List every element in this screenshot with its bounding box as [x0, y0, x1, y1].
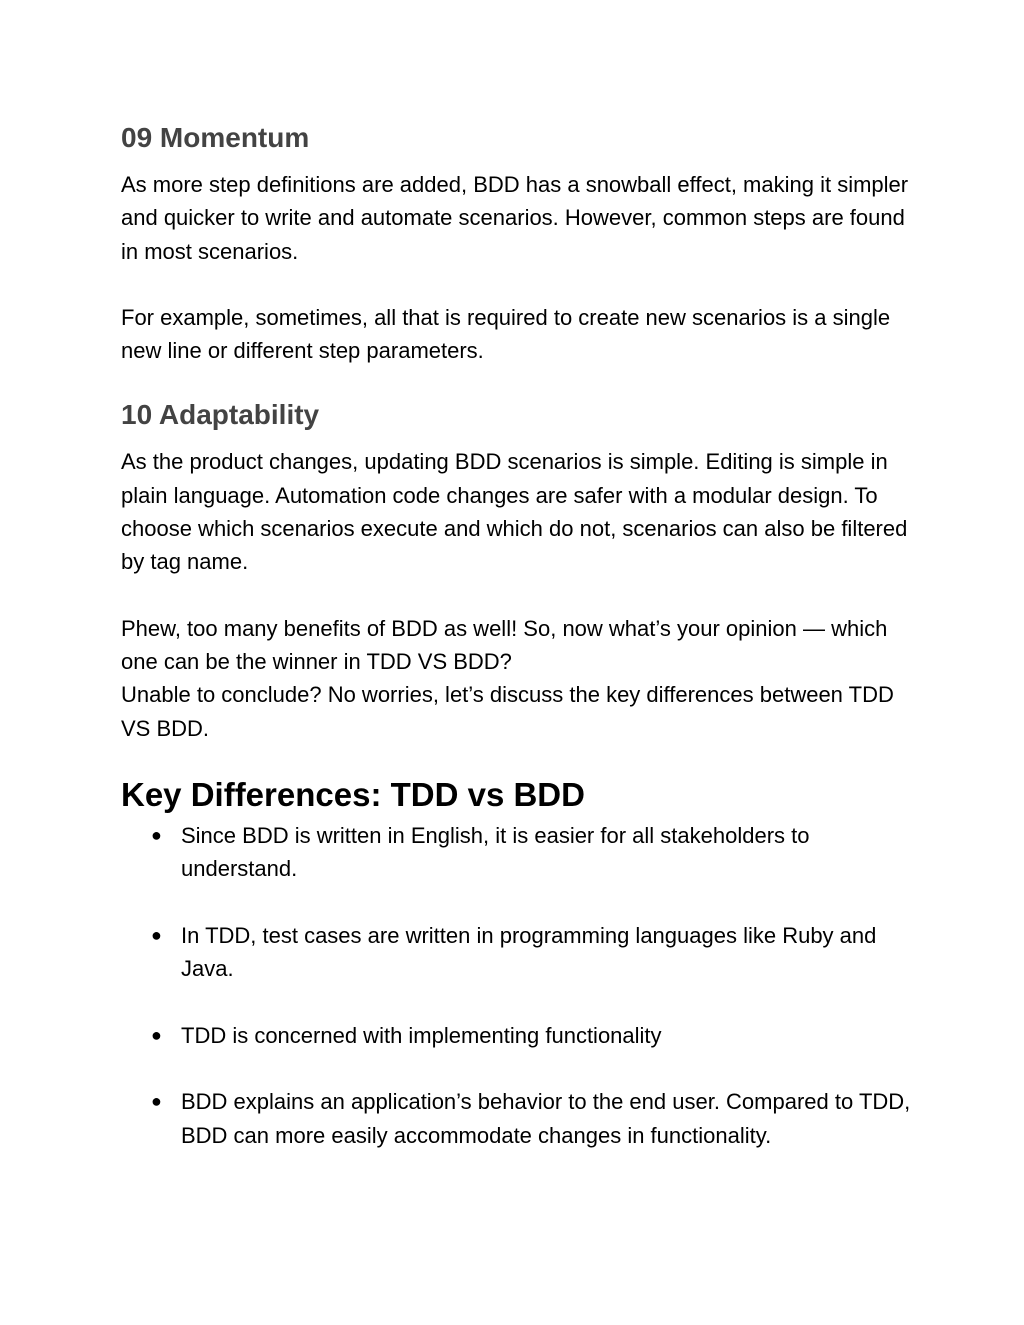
momentum-heading: 09 Momentum	[121, 122, 310, 153]
document-page	[121, 120, 921, 1152]
spacer	[121, 579, 921, 612]
key-differences-list	[121, 819, 921, 1152]
key-differences-title: Key Differences: TDD vs BDD	[121, 775, 585, 813]
adaptability-heading: 10 Adaptability	[121, 399, 320, 431]
bullet-icon: ●	[151, 824, 162, 845]
bullet-icon: ●	[151, 1024, 162, 1045]
list-item	[121, 819, 921, 886]
list-item-text: BDD explains an application’s behavior to the end user. Compared to TDD, BDD can more easily accommodate changes in functionality.	[181, 1089, 911, 1148]
bullet-icon: ●	[151, 924, 162, 945]
momentum-paragraph-2: For example, sometimes, all that is required to create new scenarios is a single new line or different step parameters.	[121, 304, 891, 364]
spacer	[121, 433, 921, 445]
bullet-icon: ●	[151, 1091, 162, 1112]
adaptability-paragraph-2: Phew, too many benefits of BDD as well! So, now what’s your opinion — which one can be the winner in TDD VS BDD?	[121, 615, 888, 674]
list-item	[121, 1019, 921, 1052]
spacer	[121, 367, 921, 397]
momentum-paragraph-1: As more step definitions are added, BDD has a snowball effect, making it simpler and quicker to write and automate scenarios. However, common steps are found in most scenarios.	[121, 172, 909, 264]
adaptability-paragraph-3: Unable to conclude? No worries, let’s discuss the key differences between TDD VS BDD.	[121, 682, 894, 741]
spacer	[121, 268, 921, 301]
list-item	[121, 919, 921, 986]
list-item	[121, 1085, 921, 1152]
list-item-text: TDD is concerned with implementing functionality	[181, 1022, 662, 1048]
spacer	[121, 156, 921, 168]
spacer	[121, 745, 921, 773]
adaptability-paragraph-1: As the product changes, updating BDD scenarios is simple. Editing is simple in plain language. Automation code changes are safer with a modular design. To choose which scenarios execute and which do not, scenarios can also be filtered by tag name.	[121, 449, 908, 575]
list-item-text: Since BDD is written in English, it is easier for all stakeholders to understand.	[181, 822, 810, 882]
list-item-text: In TDD, test cases are written in programming languages like Ruby and Java.	[181, 922, 877, 982]
